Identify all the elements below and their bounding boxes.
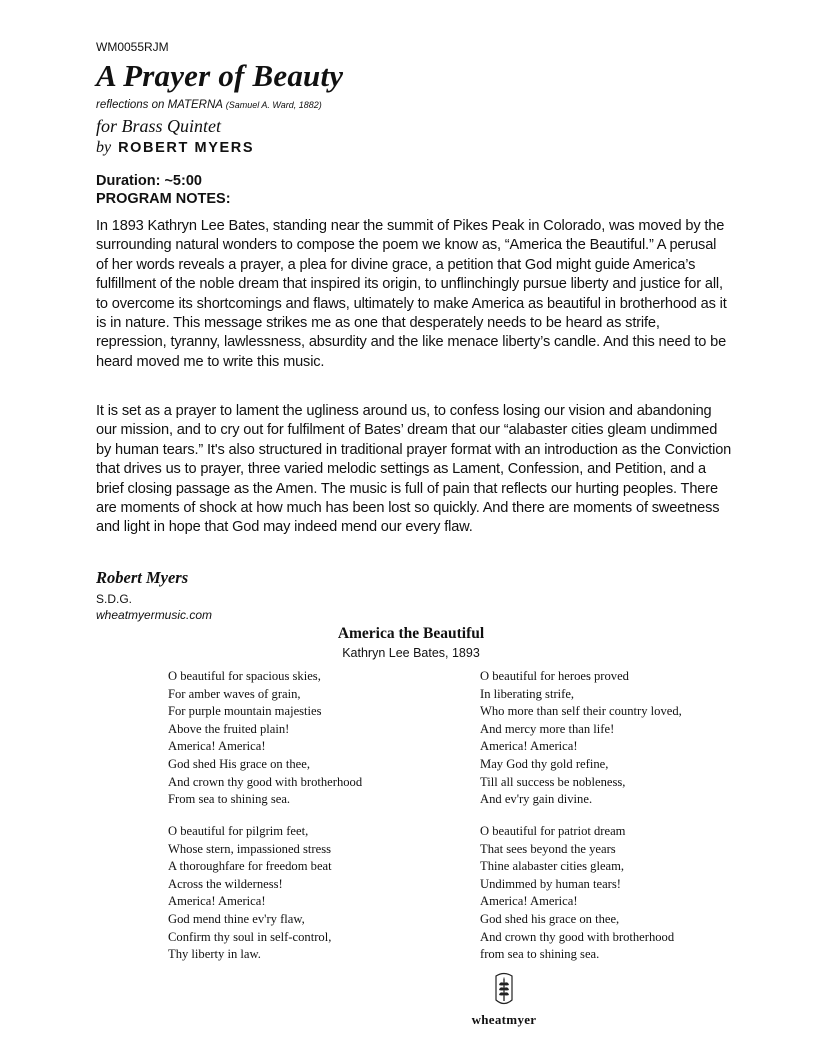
poem-line: May God thy gold refine, [480, 756, 609, 771]
poem-line: And mercy more than life! [480, 721, 615, 736]
poem-line: O beautiful for pilgrim feet, [168, 824, 309, 838]
poem-line: And crown thy good with brotherhood [480, 929, 675, 944]
sdg-note: S.D.G. [96, 592, 133, 606]
poem-line: From sea to shining sea. [168, 792, 291, 807]
composer-name: ROBERT MYERS [118, 140, 255, 156]
program-notes-heading: PROGRAM NOTES: [96, 191, 231, 207]
poem-stanza-3 [168, 823, 332, 964]
poem-line: from sea to shining sea. [480, 947, 600, 962]
poem-line: Thine alabaster cities gleam, [480, 859, 625, 874]
poem-line: A thoroughfare for freedom beat [168, 859, 332, 874]
poem-line: America! America! [168, 739, 266, 754]
signature: Robert Myers [96, 568, 189, 587]
piece-title: A Prayer of Beauty [96, 58, 344, 93]
subtitle-main: reflections on MATERNA [96, 99, 226, 111]
poem-stanza-1 [168, 668, 362, 809]
poem-line: Across the wilderness! [168, 876, 283, 891]
poem-line: O beautiful for patriot dream [480, 824, 626, 838]
poem-line: Thy liberty in law. [168, 947, 261, 962]
poem-line: America! America! [480, 739, 578, 754]
subtitle-source: (Samuel A. Ward, 1882) [225, 100, 322, 110]
poem-line: O beautiful for heroes proved [480, 669, 629, 683]
poem-line: And ev'ry gain divine. [480, 792, 593, 807]
poem-line: God shed his grace on thee, [480, 911, 620, 926]
program-notes-paragraph-2: It is set as a prayer to lament the ugliness around us, to confess losing our vision and abandoning our mission, and to cry out for fulfilment of Bates’ dream that our “alabaster cities gleam undimmed by human tears.” It's also structured in traditional prayer format with an introduction as the Conviction that drives us to prayer, three varied melodic settings as Lament, Confession, and Petition, and a brief closing passage as the Amen. The music is full of pain that reflects our hurting peoples. There are moments of shock at how much has been lost so quickly. And there are moments of sweetness and light in hope that God may indeed mend our every flaw. [96, 403, 732, 536]
website-link[interactable]: wheatmyermusic.com [96, 608, 213, 622]
poem-line: America! America! [168, 894, 266, 909]
poem-line: Confirm thy soul in self-control, [168, 929, 332, 944]
poem-line: America! America! [480, 894, 578, 909]
duration: Duration: ~5:00 [96, 173, 202, 189]
poem-line: O beautiful for spacious skies, [168, 669, 321, 683]
piece-subtitle [96, 99, 322, 111]
poem-line: For purple mountain majesties [168, 704, 322, 719]
poem-line: Above the fruited plain! [168, 721, 290, 736]
instrumentation: for Brass Quintet [96, 116, 222, 136]
poem-line: God shed His grace on thee, [168, 756, 310, 771]
wheat-icon [472, 970, 536, 1015]
by-label: by [96, 139, 112, 156]
poem-author: Kathryn Lee Bates, 1893 [342, 646, 480, 660]
catalog-number: WM0055RJM [96, 40, 169, 54]
poem-line: Who more than self their country loved, [480, 704, 682, 719]
poem-line: For amber waves of grain, [168, 686, 301, 701]
poem-line: Till all success be nobleness, [480, 774, 626, 789]
poem-line: Undimmed by human tears! [480, 876, 621, 891]
poem-line: God mend thine ev'ry flaw, [168, 911, 305, 926]
poem-line: That sees beyond the years [480, 841, 616, 856]
byline [96, 139, 254, 157]
wheat-logo-svg [487, 970, 521, 1010]
poem-title: America the Beautiful [337, 625, 485, 642]
program-notes-paragraph-1: In 1893 Kathryn Lee Bates, standing near the summit of Pikes Peak in Colorado, was moved by the surrounding natural wonders to compose the poem we know as, “America the Beautiful.” A perusal of her words reveals a prayer, a plea for divine grace, a petition that God might guide America’s fulfillment of the noble dream that inspired its origin, to unflinchingly pursue liberty and justice for all, to overcome its shortcomings and flaws, ultimately to make America as beautiful in brotherhood as it is in nature. This message strikes me as one that desperately needs to be heard as strife, repression, tyranny, lawlessness, absurdity and the like menace liberty’s candle. And this need to be heard moved me to write this music. [96, 218, 727, 370]
poem-line: In liberating strife, [480, 686, 575, 701]
poem-stanza-2 [480, 668, 682, 809]
poem-line: And crown thy good with brotherhood [168, 774, 363, 789]
publisher-logo-text: wheatmyer [471, 1012, 537, 1027]
poem-stanza-4 [480, 823, 674, 964]
poem-line: Whose stern, impassioned stress [168, 841, 331, 856]
